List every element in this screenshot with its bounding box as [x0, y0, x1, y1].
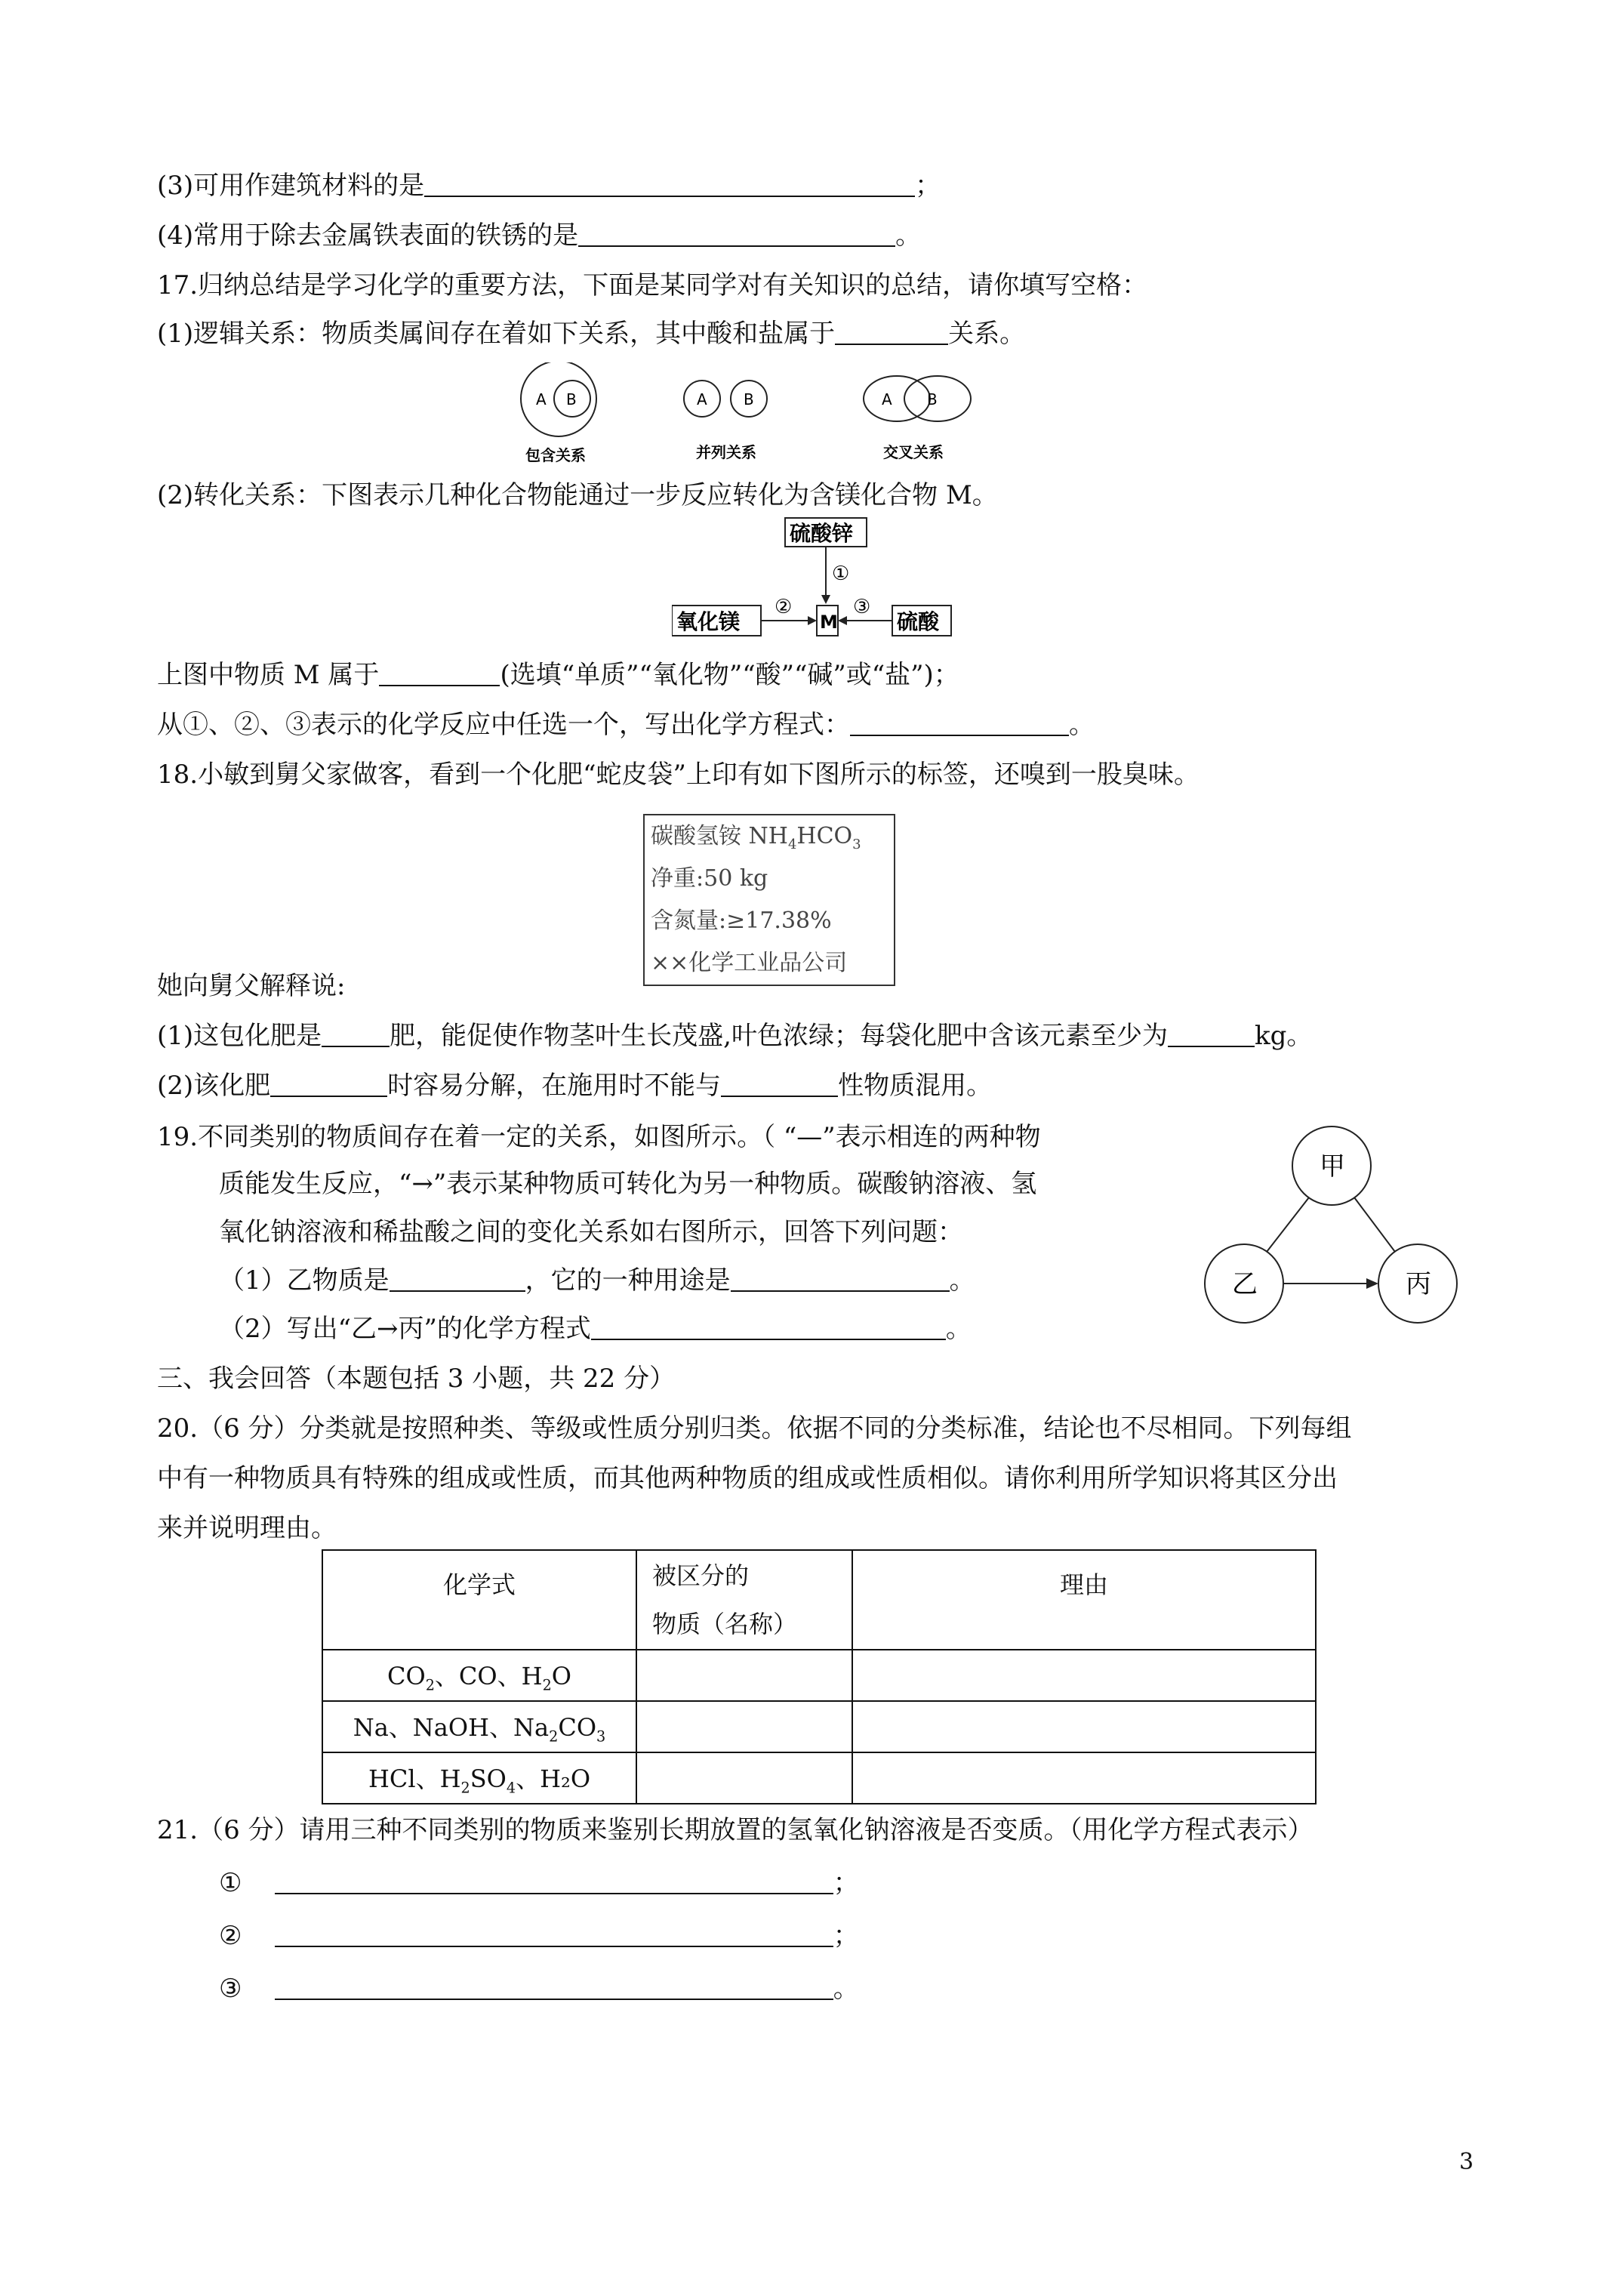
label-name: 碳酸氢铵 $NH_4HCO_3$ [651, 823, 861, 852]
conversion-diagram [672, 516, 974, 645]
q18-part2: (2)该化肥 时容易分解，在施用时不能与 性物质混用。 [157, 1071, 993, 1101]
q17-part4: 从①、②、③表示的化学反应中任选一个，写出化学方程式： 。 [157, 710, 1095, 740]
q18-part1: (1)这包化肥是 肥，能促使作物茎叶生长茂盛,叶色浓绿；每袋化肥中含该元素至少为 kg。 [157, 1021, 1313, 1051]
answer-blank[interactable] [275, 1923, 833, 1947]
q16-part4: (4)常用于除去金属铁表面的铁锈的是 。 [157, 220, 922, 251]
formula-cell: $CO_2$、CO、$H_2O$ [322, 1650, 636, 1701]
label-weight: 净重:50 kg [651, 865, 768, 892]
q19-part2: （2）写出“乙→丙”的化学方程式 。 [219, 1314, 972, 1344]
reaction-2: ② [775, 596, 793, 618]
answer-blank[interactable] [275, 1976, 833, 2000]
table-row [322, 1701, 1316, 1752]
q18-explain: 她向舅父解释说: [157, 971, 346, 1001]
answer-blank[interactable] [1168, 1023, 1255, 1047]
label-b: B [927, 390, 938, 408]
header-formula: 化学式 [322, 1550, 636, 1650]
node-jia-label: 甲 [1320, 1151, 1345, 1182]
page-number: 3 [1459, 2149, 1474, 2175]
reaction-1: ① [832, 562, 850, 585]
answer-cell[interactable] [636, 1752, 852, 1804]
answer-blank[interactable] [379, 662, 500, 686]
outer-circle [521, 362, 596, 436]
label-company: ××化学工业品公司 [651, 950, 848, 976]
reaction-3: ③ [853, 596, 871, 618]
header-separated: 被区分的 物质（名称） [636, 1550, 852, 1650]
formula-cell: Na、NaOH、$Na_2CO_3$ [322, 1701, 636, 1752]
q19-line2: 质能发生反应，“→”表示某种物质可转化为另一种物质。碳酸钠溶液、氢 [219, 1169, 1037, 1199]
section3-title: 三、我会回答（本题包括 3 小题，共 22 分） [157, 1364, 676, 1394]
answer-cell[interactable] [636, 1650, 852, 1701]
answer-blank[interactable] [578, 223, 895, 247]
header-reason: 理由 [852, 1550, 1316, 1650]
table-header-row [322, 1550, 1316, 1650]
table-row [322, 1752, 1316, 1804]
fertilizer-label [643, 814, 895, 986]
answer-cell[interactable] [852, 1752, 1316, 1804]
answer-blank[interactable] [850, 712, 1069, 736]
label-nitrogen: 含氮量:≥17.38% [651, 908, 832, 934]
label-a: A [536, 390, 547, 408]
triangle-relation-diagram [1193, 1125, 1510, 1344]
set-relation-diagrams [513, 362, 996, 468]
ellipse-b [904, 376, 971, 421]
q21-title: 21.（6 分）请用三种不同类别的物质来鉴别长期放置的氢氧化钠溶液是否变质。（用化学方程式表示） [157, 1815, 1313, 1845]
q16-part3: (3)可用作建筑材料的是 ； [157, 171, 941, 201]
box-mgo-label: 氧化镁 [676, 609, 741, 634]
classification-table [322, 1549, 1317, 1804]
answer-blank[interactable] [390, 1268, 525, 1292]
rel-cross-label: 交叉关系 [883, 443, 944, 461]
label-a: A [697, 390, 707, 408]
box-m-label: M [820, 612, 838, 633]
answer-blank[interactable] [270, 1073, 387, 1097]
answer-blank[interactable] [275, 1870, 833, 1894]
node-yi-label: 乙 [1232, 1269, 1258, 1299]
answer-blank[interactable] [322, 1023, 390, 1047]
q18-title: 18.小敏到舅父家做客，看到一个化肥“蛇皮袋”上印有如下图所示的标签，还嗅到一股臭味。 [157, 760, 1200, 790]
q17-title: 17.归纳总结是学习化学的重要方法，下面是某同学对有关知识的总结，请你填写空格： [157, 270, 1148, 300]
rel-contain-label: 包含关系 [525, 446, 586, 464]
q21-item-2: ② ； [219, 1921, 859, 1951]
label-a: A [882, 390, 892, 408]
q21-item-1: ① ； [219, 1868, 859, 1898]
q17-part2: (2)转化关系：下图表示几种化合物能通过一步反应转化为含镁化合物 M。 [157, 480, 998, 510]
box-h2so4-label: 硫酸 [897, 609, 940, 634]
q19-line3: 氧化钠溶液和稀盐酸之间的变化关系如右图所示，回答下列问题： [219, 1217, 963, 1247]
q17-part3: 上图中物质 M 属于 (选填“单质”“氧化物”“酸”“碱”或“盐”)； [157, 660, 959, 690]
q17-part1: (1)逻辑关系：物质类属间存在着如下关系，其中酸和盐属于 关系。 [157, 319, 1026, 349]
answer-blank[interactable] [731, 1268, 950, 1292]
q19-part1: （1）乙物质是 ，它的一种用途是 。 [219, 1265, 975, 1296]
answer-blank[interactable] [424, 173, 915, 197]
table-row [322, 1650, 1316, 1701]
q19-line1: 19.不同类别的物质间存在着一定的关系，如图所示。（ “—”表示相连的两种物 [157, 1122, 1041, 1152]
answer-blank[interactable] [591, 1316, 946, 1340]
answer-blank[interactable] [721, 1073, 838, 1097]
answer-cell[interactable] [852, 1701, 1316, 1752]
answer-cell[interactable] [636, 1701, 852, 1752]
q21-item-3: ③ 。 [219, 1974, 859, 2004]
formula-cell: HCl、$H_2SO_4$、H₂O [322, 1752, 636, 1804]
rel-parallel-label: 并列关系 [696, 443, 756, 461]
label-b: B [744, 390, 754, 408]
q20-line2: 中有一种物质具有特殊的组成或性质，而其他两种物质的组成或性质相似。请你利用所学知识将其区分出 [157, 1463, 1338, 1493]
box-znso4-label: 硫酸锌 [790, 521, 854, 546]
q20-line1: 20.（6 分）分类就是按照种类、等级或性质分别归类。依据不同的分类标准，结论也不尽相同。下列每组 [157, 1413, 1352, 1444]
answer-cell[interactable] [852, 1650, 1316, 1701]
q20-line3: 来并说明理由。 [157, 1513, 337, 1543]
label-b: B [566, 390, 577, 408]
answer-blank[interactable] [835, 321, 948, 345]
node-bing-label: 丙 [1406, 1269, 1431, 1299]
ellipse-a [864, 376, 930, 421]
